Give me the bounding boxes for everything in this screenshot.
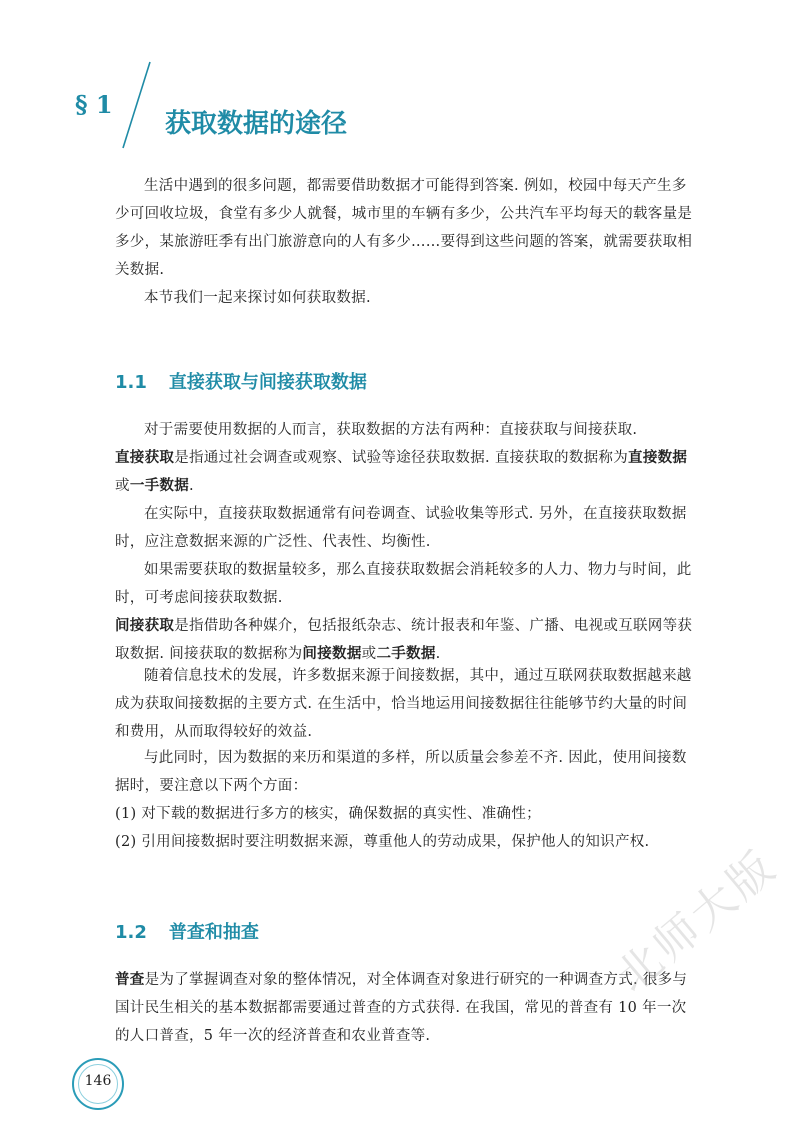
s1-list-item-2: (2) 引用间接数据时要注明数据来源，尊重他人的劳动成果，保护他人的知识产权.: [115, 834, 650, 850]
s1-paragraph-2: 直接获取是指通过社会调查或观察、试验等途径获取数据. 直接获取的数据称为直接数据或一手数据.: [115, 449, 688, 494]
s1-paragraph-1: 对于需要使用数据的人而言，获取数据的方法有两种：直接获取与间接获取.: [144, 422, 638, 438]
section-title: 普查和抽查: [168, 922, 259, 943]
s1-paragraph-4: 如果需要获取的数据量较多，那么直接获取数据会消耗较多的人力、物力与时间，此时，可考虑间接获取数据.: [115, 562, 692, 606]
term-census: 普查: [115, 971, 145, 988]
intro-paragraph-1: 生活中遇到的很多问题，都需要借助数据才可能得到答案. 例如，校园中每天产生多少可回收垃圾，食堂有多少人就餐，城市里的车辆有多少，公共汽车平均每天的载客量是多少，某旅游旺季有出门旅游意向的人有多少……要得到这些问题的答案，就需要获取相关数据.: [115, 178, 693, 278]
term-indirect-data: 间接数据: [302, 645, 362, 662]
page-number: 146: [84, 1073, 112, 1089]
s1-paragraph-7: 与此同时，因为数据的来历和渠道的多样，所以质量会参差不齐. 因此，使用间接数据时，要注意以下两个方面：: [115, 750, 687, 794]
section-title: 直接获取与间接获取数据: [168, 372, 367, 393]
chapter-divider-slash: [0, 0, 800, 160]
term-indirect-acquisition: 间接获取: [115, 617, 175, 634]
s1-paragraph-6: 随着信息技术的发展，许多数据来源于间接数据，其中，通过互联网获取数据越来越成为获取间接数据的主要方式. 在生活中，恰当地运用间接数据往往能够节约大量的时间和费用，从而取得较好的效益.: [115, 668, 692, 740]
section-heading-1-2: [115, 918, 259, 944]
term-second-hand-data: 二手数据: [376, 645, 436, 662]
section-number: 1.2: [115, 922, 147, 943]
chapter-number: § 1: [75, 90, 113, 119]
s2-paragraph-1: 普查是为了掌握调查对象的整体情况，对全体调查对象进行研究的一种调查方式. 很多与国计民生相关的基本数据都需要通过普查的方式获得. 在我国，常见的普查有 10 年一次的人口普查，5 年一次的经济普查和农业普查等.: [115, 971, 688, 1044]
term-direct-data: 直接数据: [628, 449, 688, 466]
publisher-watermark: 北师大版: [607, 840, 787, 1003]
section-heading-1-1: [115, 368, 367, 394]
intro-paragraph-2: 本节我们一起来探讨如何获取数据.: [144, 290, 371, 306]
s1-list-item-1: (1) 对下载的数据进行多方的核实，确保数据的真实性、准确性；: [115, 806, 541, 822]
s1-paragraph-5: 间接获取是指借助各种媒介，包括报纸杂志、统计报表和年鉴、广播、电视或互联网等获取数据. 间接获取的数据称为间接数据或二手数据.: [115, 617, 693, 662]
chapter-title: 获取数据的途径: [165, 109, 348, 139]
s1-paragraph-3: 在实际中，直接获取数据通常有问卷调查、试验收集等形式. 另外，在直接获取数据时，应注意数据来源的广泛性、代表性、均衡性.: [115, 506, 687, 550]
section-number: 1.1: [115, 372, 147, 393]
term-direct-acquisition: 直接获取: [115, 449, 175, 466]
term-first-hand-data: 一手数据: [129, 477, 190, 494]
